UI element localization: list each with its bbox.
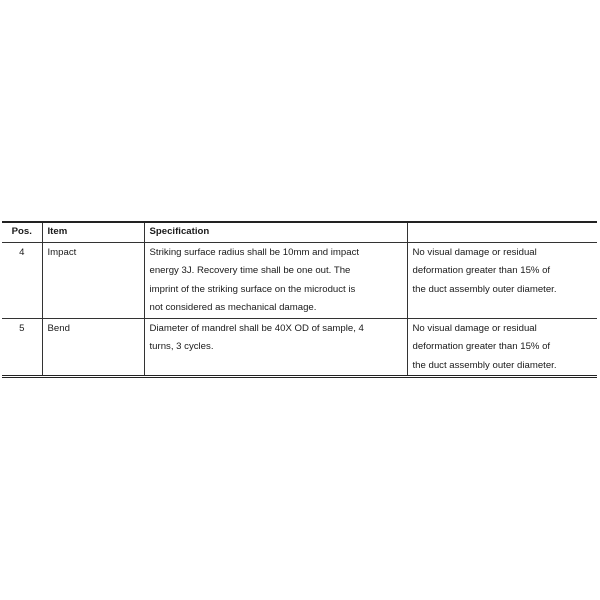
spec-line: imprint of the striking surface on the microduct is bbox=[149, 283, 356, 295]
criteria-line: No visual damage or residual bbox=[412, 246, 537, 258]
header-row bbox=[2, 222, 597, 242]
criteria-cell bbox=[407, 242, 597, 318]
header-specification: Specification bbox=[144, 222, 407, 242]
spec-line: not considered as mechanical damage. bbox=[149, 302, 317, 313]
criteria-line: the duct assembly outer diameter. bbox=[412, 359, 557, 371]
spec-line: Striking surface radius shall be 10mm and impact bbox=[149, 246, 360, 258]
spec-line: Diameter of mandrel shall be 40X OD of sample, 4 bbox=[149, 322, 364, 334]
pos-cell: 5 bbox=[19, 322, 25, 334]
header-pos: Pos. bbox=[2, 222, 42, 242]
criteria-line: No visual damage or residual bbox=[412, 322, 537, 334]
table-row bbox=[2, 242, 597, 318]
header-criteria bbox=[407, 222, 597, 242]
pos-cell: 4 bbox=[2, 242, 42, 318]
criteria-line: deformation greater than 15% of bbox=[412, 341, 551, 352]
criteria-line: deformation greater than 15% of bbox=[412, 265, 551, 276]
spec-line: energy 3J. Recovery time shall be one out. The bbox=[149, 265, 351, 276]
item-cell: Bend bbox=[42, 318, 144, 377]
item-cell: Impact bbox=[42, 242, 144, 318]
specification-table bbox=[2, 221, 597, 378]
spec-cell bbox=[144, 242, 407, 318]
header-item: Item bbox=[42, 222, 144, 242]
criteria-line: the duct assembly outer diameter. bbox=[412, 283, 557, 295]
criteria-cell bbox=[407, 318, 597, 377]
spec-line: turns, 3 cycles. bbox=[149, 341, 214, 352]
table-row bbox=[2, 318, 597, 377]
spec-cell bbox=[144, 318, 407, 377]
